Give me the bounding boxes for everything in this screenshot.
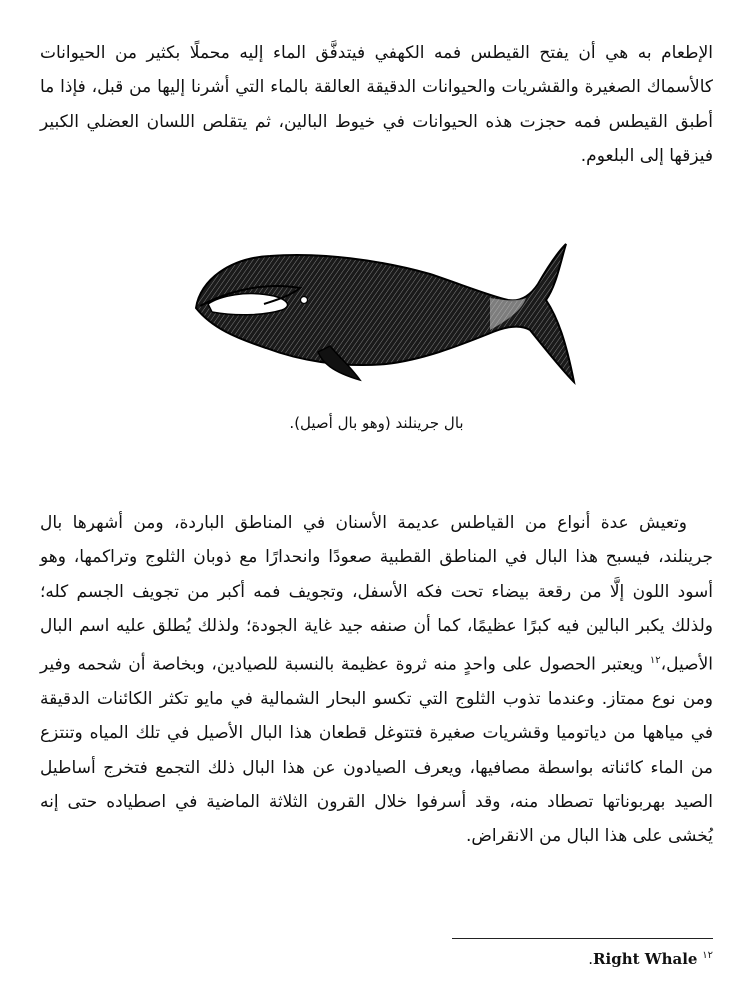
footnote-end: . (588, 950, 594, 968)
paragraph-feeding: الإطعام به هي أن يفتح القيطس فمه الكهفي فيتدفَّق الماء إليه محملًا بكثير من الحيوانات كالأسماك الصغيرة والقشريات والحيوانات الدقيقة العالقة بالماء التي أشرنا إليها من قبل، فإذا ما أطبق القيطس فمه حجزت هذه الحيوانات في خيوط البالين، ثم يتقلص اللسان العضلي الكبير فيزقها إلى البلعوم. (40, 43, 713, 167)
figure-caption: بال جرينلند (وهو بال أصيل). (289, 414, 464, 432)
footnote-reference[interactable]: ١٢ (649, 654, 661, 666)
footnote (588, 950, 713, 968)
paragraph-text-start: وتعيش عدة أنواع من القياطس عديمة الأسنان في المناطق الباردة، ومن أشهرها بال جرينلند، فيسبح هذا البال في المناطق القطبية صعودًا وانحدارًا مع ذوبان الثلوج وتراكمها، وهو أسود اللون إلَّا من رقعة بيضاء تحت فكه الأسفل، وتجويف فمه أكبر من تجويف الجسم كله؛ ولذلك يكبر البالين فيه كبرًا عظيمًا، كما أن صنفه جيد غاية الجودة؛ ولذلك يُطلق عليه اسم البال الأصيل، (40, 513, 713, 675)
paragraph-text-end: ويعتبر الحصول على واحدٍ منه ثروة عظيمة بالنسبة للصيادين، وبخاصة أن شحمه وفير ومن نوع ممتاز. وعندما تذوب الثلوج التي تكسو البحار الشمالية في مايو تكثر الكائنات الدقيقة في مياهها من دياتوميا وقشريات صغيرة فتتوغل قطعان هذا البال الأصيل في تلك المياه وتنتزع من الماء كائناته بواسطة مصافيها، ويعرف الصيادون عن هذا البال ذلك التجمع فتخرج أساطيل الصيد بهربوناتها تصطاد منه، وقد أسرفوا خلال القرون الثلاثة الماضية في اصطياده حتى إنه يُخشى على هذا البال من الانقراض. (40, 654, 713, 847)
footnote-number: ١٢ (702, 950, 713, 961)
paragraph-greenland-whale (40, 506, 713, 854)
footnote-term: Right Whale (593, 950, 698, 968)
right-whale-illustration (190, 238, 580, 388)
footnote-divider (452, 938, 713, 939)
